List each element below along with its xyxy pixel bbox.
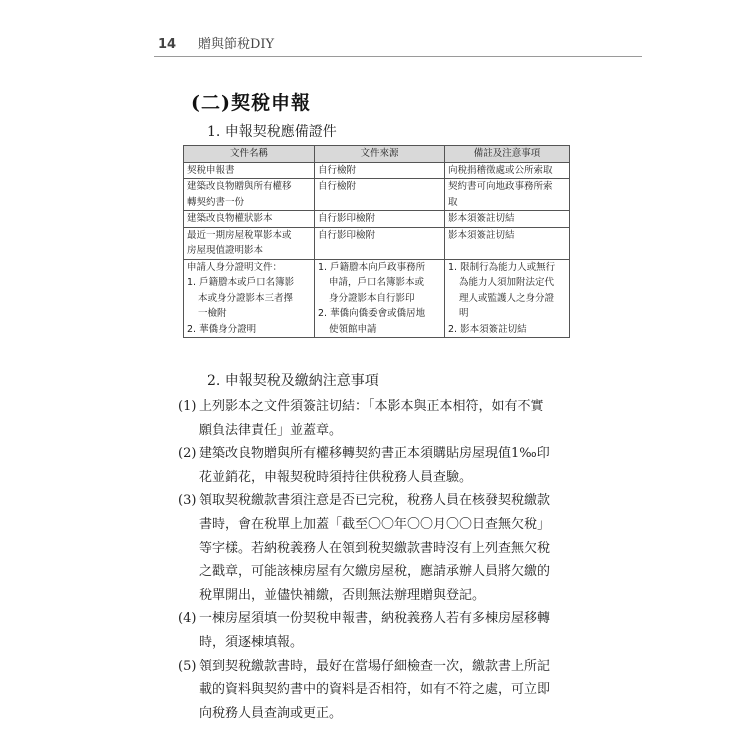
table-header-row [184,146,570,163]
note-item [178,607,576,654]
table-cell-line: 1. 限制行為能力人或無行 [448,261,556,273]
note-line: 時，須逐棟填報。 [199,634,304,650]
table-cell [445,179,570,211]
note-line: 願負法律責任」並蓋章。 [199,422,343,438]
table-cell [184,162,315,179]
note-item [178,442,576,489]
table-cell [315,179,445,211]
table-cell [315,162,445,179]
table-cell [445,211,570,228]
table-cell-line: 為能力人須加附法定代 [459,277,555,288]
table-cell-line: 自行影印檢附 [318,229,376,241]
note-line: 花並銷花，申報契稅時須持往供稅務人員查驗。 [199,469,473,485]
table-cell-line: 2. 華僑身分證明 [187,323,257,335]
table-cell-line: 本或身分證影本三者擇 [198,292,294,304]
note-text [199,489,576,607]
table-cell [184,211,315,228]
note-line: 載的資料與契約書中的資料是否相符，如有不符之處，可立即 [199,682,551,698]
note-line: 等字樣。若納稅義務人在領到稅契繳款書時沒有上列查無欠稅 [199,540,551,556]
table-cell-line: 1. 戶籍謄本向戶政事務所 [318,261,426,273]
note-number: (2) [178,446,197,462]
note-line: 書時，會在稅單上加蓋「截至〇〇年〇〇月〇〇日查無欠稅」 [199,516,551,532]
column-header-document-source: 文件來源 [315,146,445,163]
note-line: 向稅務人員查詢或更正。 [199,705,343,721]
table-cell-line: 轉契約書一份 [187,196,245,208]
table-cell [184,227,315,259]
note-text [199,607,576,654]
table-cell-line: 契約書可向地政事務所索 [448,181,553,192]
table-row [184,227,570,259]
section-title: (二)契稅申報 [191,92,311,114]
table-cell-line: 自行檢附 [318,164,357,176]
table-cell-line: 建築改良物贈與所有權移 [187,181,292,192]
note-line: 一棟房屋須填一份契稅申報書，納稅義務人若有多棟房屋移轉 [199,611,551,627]
note-number: (4) [178,611,197,627]
table-cell-line: 最近一期房屋稅單影本或 [187,229,292,241]
table-cell [184,259,315,338]
note-text [199,655,576,726]
note-item [178,395,576,442]
subheading-filing-notes: 2. 申報契稅及繳納注意事項 [207,373,379,389]
table-row [184,211,570,228]
running-title: 贈與節稅DIY [198,37,275,52]
table-cell-line: 明 [459,308,469,319]
filing-notes-list [178,395,576,725]
table-cell-line: 房屋現值證明影本 [187,245,264,256]
note-line: 上列影本之文件須簽註切結：「本影本與正本相符，如有不實 [199,399,544,414]
table-cell-line: 申請人身分證明文件： [187,261,283,273]
table-cell-line: 一檢附 [198,308,227,319]
note-line: 稅單開出，並儘快補繳，否則無法辦理贈與登記。 [199,587,486,603]
table-cell-line: 使領館申請 [329,323,377,335]
note-line: 領取契稅繳款書須注意是否已完稅，稅務人員在核發契稅繳款 [199,493,551,509]
table-cell-line: 2. 華僑向僑委會或僑居地 [318,308,426,319]
note-item [178,489,576,607]
table-cell [445,227,570,259]
table-row [184,162,570,179]
note-number: (3) [178,493,197,509]
table-cell-line: 影本須簽註切結 [448,213,515,224]
table-cell [315,227,445,259]
note-line: 領到契稅繳款書時，最好在當場仔細檢查一次，繳款書上所記 [199,658,551,674]
table-cell-line: 2. 影本須簽註切結 [448,323,527,335]
note-number: (1) [178,399,197,414]
table-cell [315,211,445,228]
table-cell-line: 自行影印檢附 [318,213,376,224]
subheading-required-documents: 1. 申報契稅應備證件 [207,124,337,140]
table-cell-line: 契稅申報書 [187,164,235,176]
note-line: 建築改良物贈與所有權移轉契約書正本須購貼房屋現值1‰印 [199,446,550,462]
table-cell-line: 影本須簽註切結 [448,229,515,241]
table-cell-line: 理人或監護人之身分證 [459,292,555,304]
page-number: 14 [158,37,177,52]
table-cell-line: 申請，戶口名簿影本或 [329,277,425,288]
note-line: 之戳章，可能該棟房屋有欠繳房屋稅，應請承辦人員將欠繳的 [199,564,551,580]
table-cell-line: 取 [448,196,458,208]
column-header-remarks: 備註及注意事項 [445,146,570,163]
note-text [199,395,576,442]
table-row [184,179,570,211]
note-number: (5) [178,658,197,674]
table-cell-line: 1. 戶籍謄本或戶口名簿影 [187,277,295,288]
table-cell [445,259,570,338]
table-cell [315,259,445,338]
table-cell-line: 身分證影本自行影印 [329,292,415,304]
note-text [199,442,576,489]
column-header-document-name: 文件名稱 [184,146,315,163]
table-cell [445,162,570,179]
table-row [184,259,570,338]
table-cell [184,179,315,211]
required-documents-table [183,145,570,338]
note-item [178,655,576,726]
table-cell-line: 建築改良物權狀影本 [187,213,273,224]
page-header [154,34,642,57]
table-cell-line: 自行檢附 [318,181,357,192]
table-cell-line: 向稅捐稽徵處或公所索取 [448,164,553,176]
